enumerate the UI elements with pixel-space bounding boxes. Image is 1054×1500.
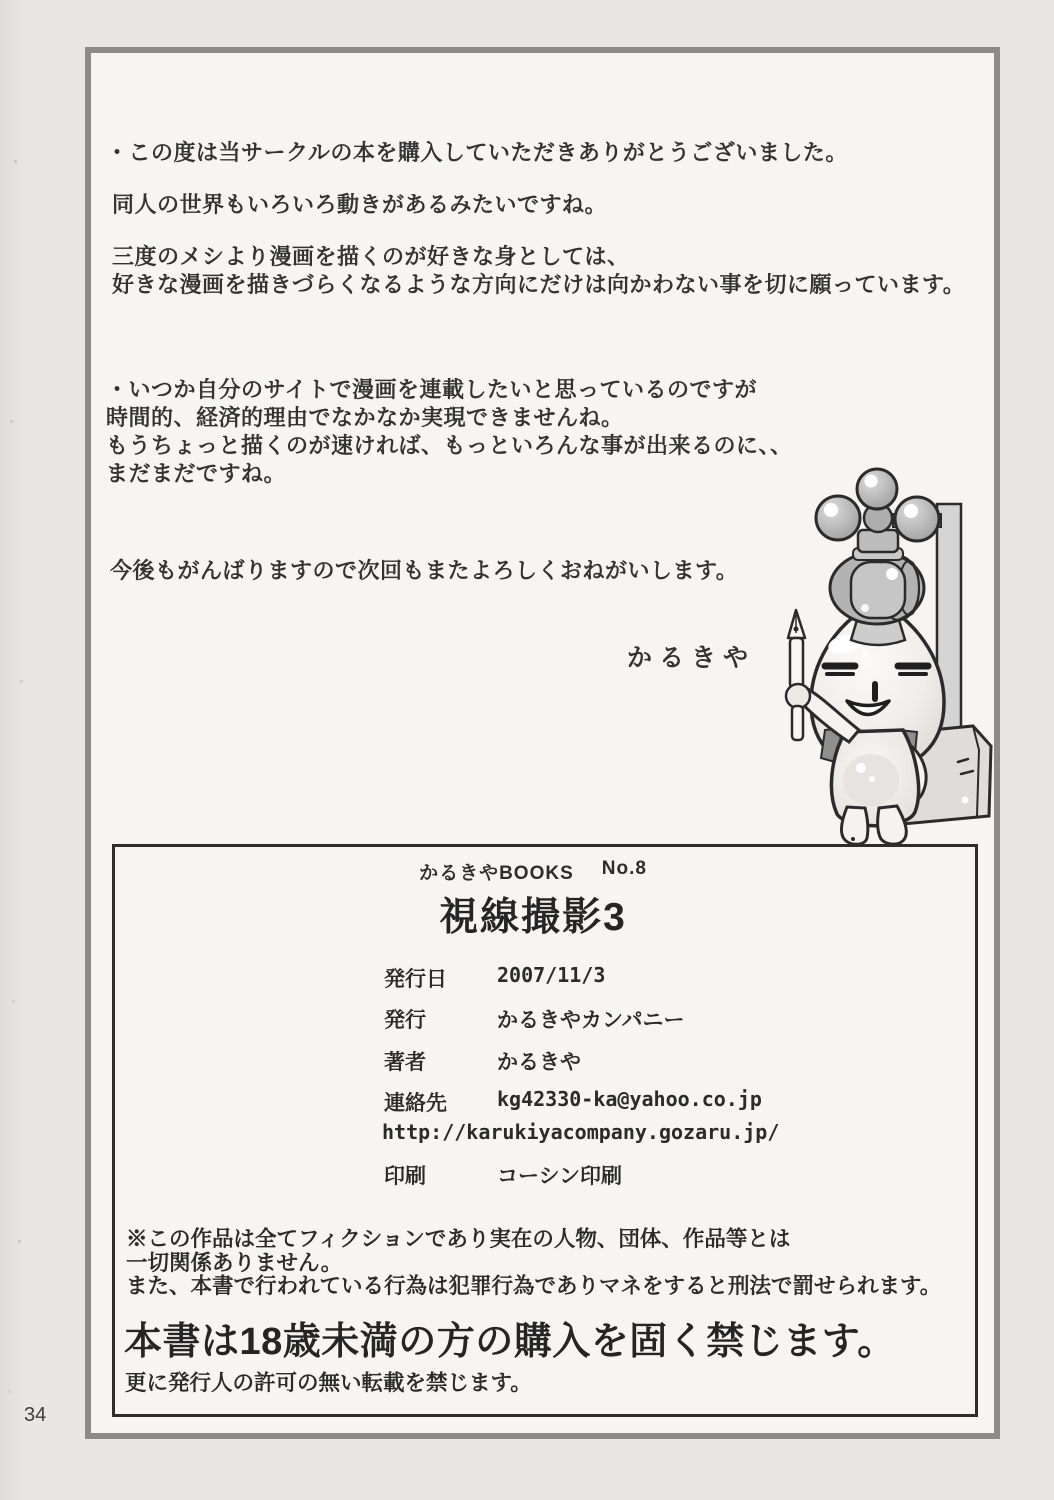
mascot-faucet — [816, 469, 939, 645]
field-label-contact: 連絡先 — [384, 1092, 447, 1115]
scan-noise-speckles — [14, 160, 17, 163]
colophon-header — [103, 858, 963, 942]
disclaimer-text — [126, 1228, 941, 1299]
field-value-publish-date: 2007/11/3 — [497, 963, 606, 987]
author-signature: かるきや — [627, 644, 756, 672]
afterword-line: 好きな漫画を描きづらくなるような方向にだけは向かわない事を切に願っています。 — [112, 272, 966, 297]
afterword-paragraph — [106, 376, 793, 488]
disclaimer-line: ※この作品は全てフィクションであり実在の人物、団体、作品等とは — [126, 1227, 791, 1251]
page-number: 34 — [24, 1404, 47, 1426]
field-value-publisher: かるきやカンパニー — [497, 1009, 685, 1032]
website-url: http://karukiyacompany.gozaru.jp/ — [382, 1120, 780, 1144]
field-label-author: 著者 — [384, 1051, 426, 1074]
afterword-paragraph — [112, 191, 607, 219]
afterword-line: 今後もがんばりますので次回もまたよろしくおねがいします。 — [110, 558, 739, 583]
afterword-line: ・この度は当サークルの本を購入していただきありがとうございました。 — [106, 140, 848, 165]
scan-margin-left — [0, 0, 85, 1500]
field-value-printer: コーシン印刷 — [497, 1165, 623, 1188]
afterword-paragraph — [110, 557, 738, 585]
book-title: 視線撮影3 — [439, 896, 627, 939]
reprint-prohibition-notice: 更に発行人の許可の無い転載を禁じます。 — [125, 1371, 532, 1395]
afterword-line: もうちょっと描くのが速ければ、もっといろんな事が出来るのに、、 — [106, 433, 793, 458]
scan-margin-bottom — [85, 1439, 1000, 1500]
scan-margin-top — [85, 0, 1000, 47]
field-value-contact-email: kg42330-ka@yahoo.co.jp — [497, 1087, 762, 1111]
karukiya-mascot-illustration — [765, 462, 1000, 848]
series-name: かるきやBOOKS — [419, 863, 574, 884]
issue-number: No.8 — [601, 858, 647, 879]
disclaimer-line: また、本書で行われている行為は犯罪行為でありマネをすると刑法で罰せられます。 — [126, 1274, 942, 1298]
afterword-paragraph — [106, 139, 848, 167]
afterword-line: 時間的、経済的理由でなかなか実現できませんね。 — [106, 405, 624, 430]
afterword-paragraph — [112, 243, 965, 299]
series-row — [419, 858, 647, 885]
mascot-pen — [786, 610, 810, 740]
colophon-box — [112, 844, 978, 1417]
afterword-line: まだまだですね。 — [106, 461, 287, 486]
afterword-line: 三度のメシより漫画を描くのが好きな身としては、 — [112, 244, 630, 269]
afterword-line: 同人の世界もいろいろ動きがあるみたいですね。 — [112, 192, 608, 217]
disclaimer-line: 一切関係ありません。 — [126, 1250, 343, 1275]
age-restriction-notice: 本書は18歳未満の方の購入を固く禁じます。 — [124, 1321, 896, 1363]
afterword-line: ・いつか自分のサイトで漫画を連載したいと思っているのですが — [106, 377, 757, 402]
field-label-publisher: 発行 — [384, 1009, 426, 1032]
field-label-printer: 印刷 — [384, 1165, 426, 1188]
field-value-author: かるきや — [497, 1051, 581, 1074]
field-label-publish-date: 発行日 — [384, 968, 447, 991]
scan-margin-right — [1000, 0, 1054, 1500]
